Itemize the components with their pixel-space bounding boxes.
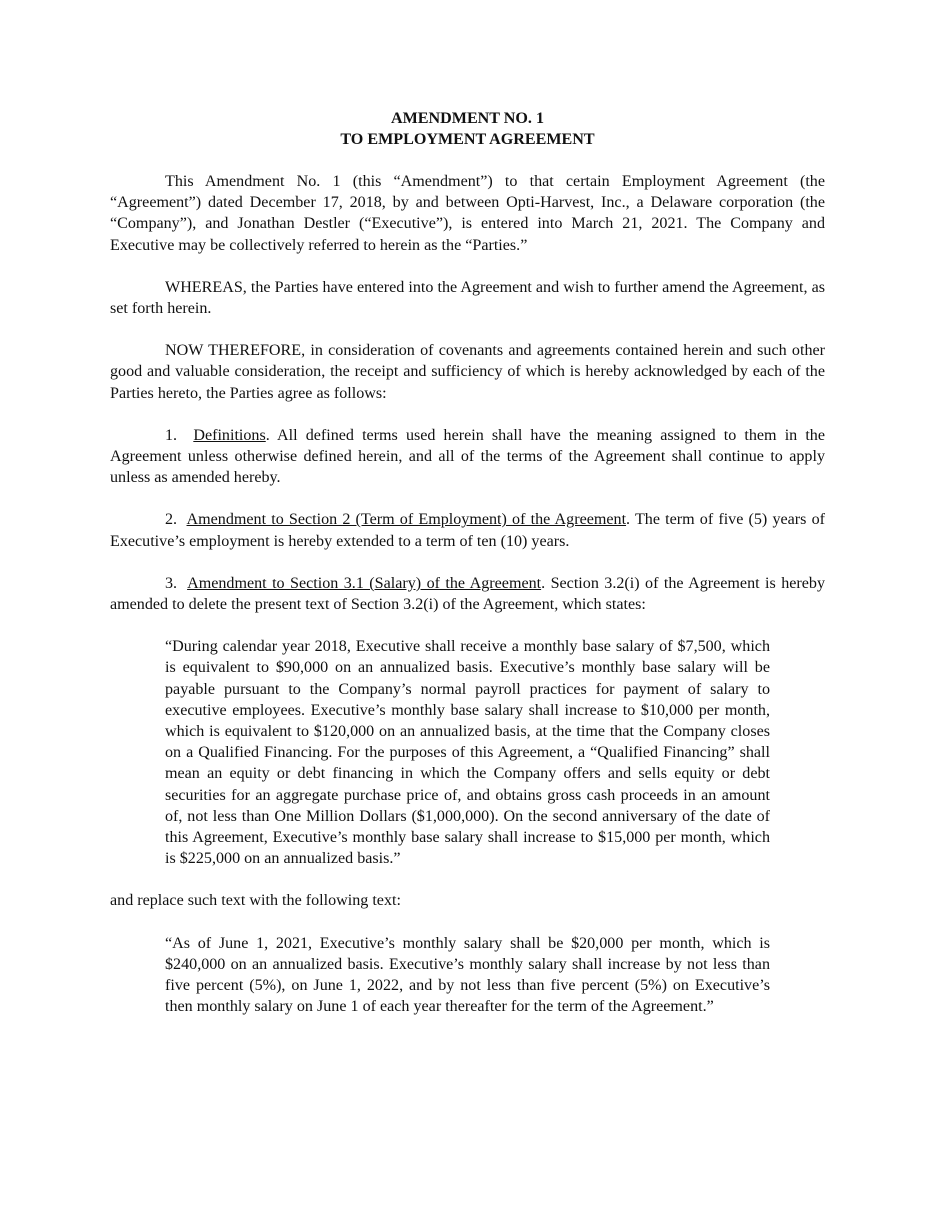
replace-text-paragraph: and replace such text with the following text: <box>110 892 401 910</box>
intro-paragraph: This Amendment No. 1 (this “Amendment”) to that certain Employment Agreement (the “Agreement”) dated December 17, 2018, by and between Opti-Harvest, Inc., a Delaware corporation (the “Company”), and Jonathan Destler (“Executive”), is entered into March 21, 2021. The Company and Executive may be collectively referred to herein as the “Parties.” <box>110 173 825 254</box>
section-1-text: . All defined terms used herein shall have the meaning assigned to them in the Agreement unless otherwise defined herein, and all of the terms of the Agreement shall continue to apply unless as amended hereby. <box>110 426 825 487</box>
document-page <box>110 108 825 1039</box>
section-1-paragraph <box>110 425 825 489</box>
section-3-heading: Amendment to Section 3.1 (Salary) of the Agreement <box>187 574 542 592</box>
section-2-paragraph <box>110 509 825 551</box>
document-title <box>110 108 825 150</box>
old-salary-quote: “During calendar year 2018, Executive shall receive a monthly base salary of $7,500, which is equivalent to $90,000 on an annualized basis. Executive’s monthly base salary will be payable pursuant to the Company’s normal payroll practices for payment of salary to executive employees. Executive’s monthly base salary shall increase to $10,000 per month, which is equivalent to $120,000 on an annualized basis, at the time that the Company closes on a Qualified Financing. For the purposes of this Agreement, a “Qualified Financing” shall mean an equity or debt financing in which the Company offers and sells equity or debt securities for an aggregate purchase price of, and obtains gross cash proceeds in an amount of, not less than One Million Dollars ($1,000,000). On the second anniversary of the date of this Agreement, Executive’s monthly base salary shall increase to $15,000 per month, which is $225,000 on an annualized basis.” <box>165 638 770 868</box>
whereas-paragraph: WHEREAS, the Parties have entered into the Agreement and wish to further amend the Agreement, as set forth herein. <box>110 278 825 318</box>
section-1-number: 1. <box>165 426 178 444</box>
section-2-number: 2. <box>165 511 178 529</box>
section-2-heading: Amendment to Section 2 (Term of Employment) of the Agreement <box>186 511 627 529</box>
title-line-1: AMENDMENT NO. 1 <box>390 110 545 127</box>
section-3-paragraph <box>110 573 825 615</box>
now-therefore-paragraph: NOW THEREFORE, in consideration of covenants and agreements contained herein and such other good and valuable consideration, the receipt and sufficiency of which is hereby acknowledged by each of the Parties hereto, the Parties agree as follows: <box>110 342 825 402</box>
section-3-text: . Section 3.2(i) of the Agreement is hereby amended to delete the present text of Section 3.2(i) of the Agreement, which states: <box>110 574 825 614</box>
section-2-text: . The term of five (5) years of Executive’s employment is hereby extended to a term of ten (10) years. <box>110 511 825 550</box>
section-3-number: 3. <box>165 574 178 592</box>
new-salary-quote: “As of June 1, 2021, Executive’s monthly salary shall be $20,000 per month, which is $240,000 on an annualized basis. Executive’s monthly salary shall increase by not less than five percent (5%), on June 1, 2022, and by not less than five percent (5%) on Executive’s then monthly salary on June 1 of each year thereafter for the term of the Agreement.” <box>165 934 770 1016</box>
title-line-2: TO EMPLOYMENT AGREEMENT <box>340 131 595 148</box>
section-1-heading: Definitions <box>193 426 266 444</box>
